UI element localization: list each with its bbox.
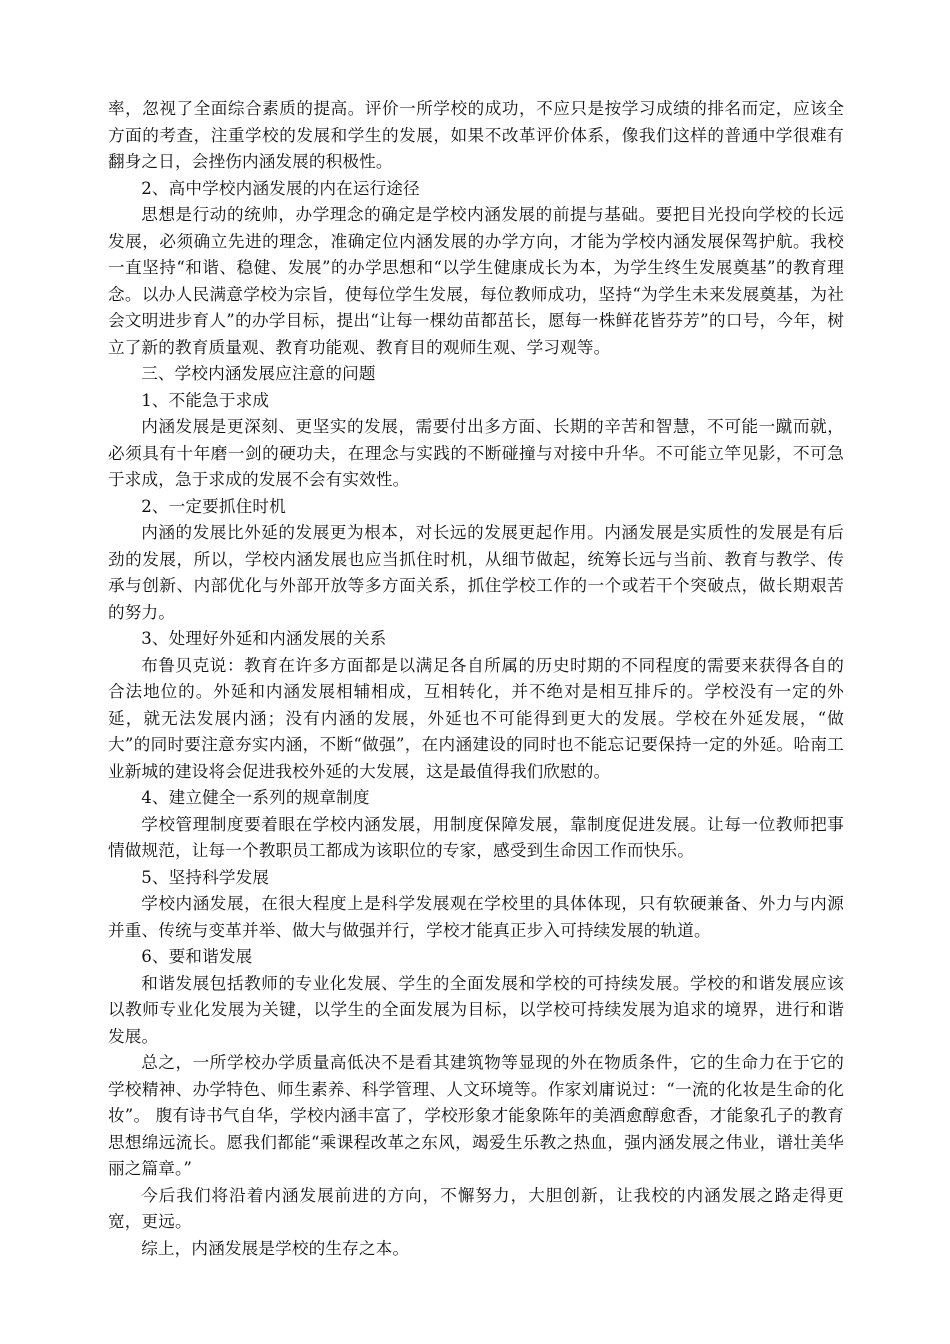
body-paragraph: 率，忽视了全面综合素质的提高。评价一所学校的成功，不应只是按学习成绩的排名而定，应该全方面的考查，注重学校的发展和学生的发展，如果不改革评价体系，像我们这样的普通中学很难有翻身之日，会挫伤内涵发展的积极性。 bbox=[108, 99, 844, 171]
document-body bbox=[108, 96, 844, 1262]
section-heading: 2、一定要抓住时机 bbox=[141, 496, 286, 516]
body-paragraph: 布鲁贝克说：教育在许多方面都是以满足各自所属的历史时期的不同程度的需要来获得各自的合法地位的。外延和内涵发展相辅相成，互相转化，并不绝对是相互排斥的。学校没有一定的外延，就无法发展内涵；没有内涵的发展，外延也不可能得到更大的发展。学校在外延发展，“做大”的同时要注意夯实内涵，不断“做强”，在内涵建设的同时也不能忘记要保持一定的外延。哈南工业新城的建设将会促进我校外延的大发展，这是最值得我们欣慰的。 bbox=[108, 655, 844, 781]
section-heading: 三、学校内涵发展应注意的问题 bbox=[141, 364, 376, 383]
body-paragraph: 学校内涵发展，在很大程度上是科学发展观在学校里的具体体现，只有软硬兼备、外力与内源并重、传统与变革并举、做大与做强并行，学校才能真正步入可持续发展的轨道。 bbox=[108, 894, 844, 940]
section-heading: 4、建立健全一系列的规章制度 bbox=[141, 788, 370, 807]
section-heading: 2、高中学校内涵发展的内在运行途径 bbox=[141, 178, 420, 198]
section-heading: 5、坚持科学发展 bbox=[141, 867, 270, 887]
body-paragraph: 和谐发展包括教师的专业化发展、学生的全面发展和学校的可持续发展。学校的和谐发展应该以教师专业化发展为关键，以学生的全面发展为目标，以学校可持续发展为追求的境界，进行和谐发展。 bbox=[108, 973, 844, 1046]
body-paragraph: 学校管理制度要着眼在学校内涵发展，用制度保障发展，靠制度促进发展。让每一位教师把事情做规范，让每一个教职员工都成为该职位的专家，感受到生命因工作而快乐。 bbox=[108, 814, 844, 860]
body-paragraph: 内涵发展是更深刻、更坚实的发展，需要付出多方面、长期的辛苦和智慧，不可能一蹴而就，必须具有十年磨一剑的硬功夫，在理念与实践的不断碰撞与对接中升华。不可能立竿见影，不可急于求成，急于求成的发展不会有实效性。 bbox=[108, 417, 844, 489]
section-heading: 1、不能急于求成 bbox=[141, 390, 270, 410]
section-heading: 6、要和谐发展 bbox=[141, 947, 253, 966]
body-paragraph: 综上，内涵发展是学校的生存之本。 bbox=[141, 1238, 410, 1258]
body-paragraph: 今后我们将沿着内涵发展前进的方向，不懈努力，大胆创新，让我校的内涵发展之路走得更宽，更远。 bbox=[108, 1185, 844, 1231]
body-paragraph: 思想是行动的统帅，办学理念的确定是学校内涵发展的前提与基础。要把目光投向学校的长远发展，必须确立先进的理念，准确定位内涵发展的办学方向，才能为学校内涵发展保驾护航。我校一直坚持“和谐、稳健、发展”的办学思想和“以学生健康成长为本，为学生终生发展奠基”的教育理念。以办人民满意学校为宗旨，使每位学生发展，每位教师成功，坚持“为学生未来发展奠基，为社会文明进步育人”的办学目标，提出“让每一棵幼苗都茁长，愿每一株鲜花皆芬芳”的口号，今年，树立了新的教育质量观、教育功能观、教育目的观师生观、学习观等。 bbox=[108, 205, 844, 357]
body-paragraph: 内涵的发展比外延的发展更为根本，对长远的发展更起作用。内涵发展是实质性的发展是有后劲的发展，所以，学校内涵发展也应当抓住时机，从细节做起，统筹长远与当前、教育与教学、传承与创新、内部优化与外部开放等多方面关系，抓住学校工作的一个或若干个突破点，做长期艰苦的努力。 bbox=[108, 523, 844, 622]
body-paragraph: 总之，一所学校办学质量高低决不是看其建筑物等显现的外在物质条件，它的生命力在于它的学校精神、办学特色、师生素养、科学管理、人文环境等。作家刘庸说过：“一流的化妆是生命的化妆”。 腹有诗书气自华，学校内涵丰富了，学校形象才能象陈年的美酒愈醇愈香，才能象孔子的教育思想绵远流长。愿我们都能“乘课程改革之东风，竭爱生乐教之热血，强内涵发展之伟业，谱壮美华丽之篇章。” bbox=[108, 1053, 844, 1178]
section-heading: 3、处理好外延和内涵发展的关系 bbox=[141, 629, 387, 648]
